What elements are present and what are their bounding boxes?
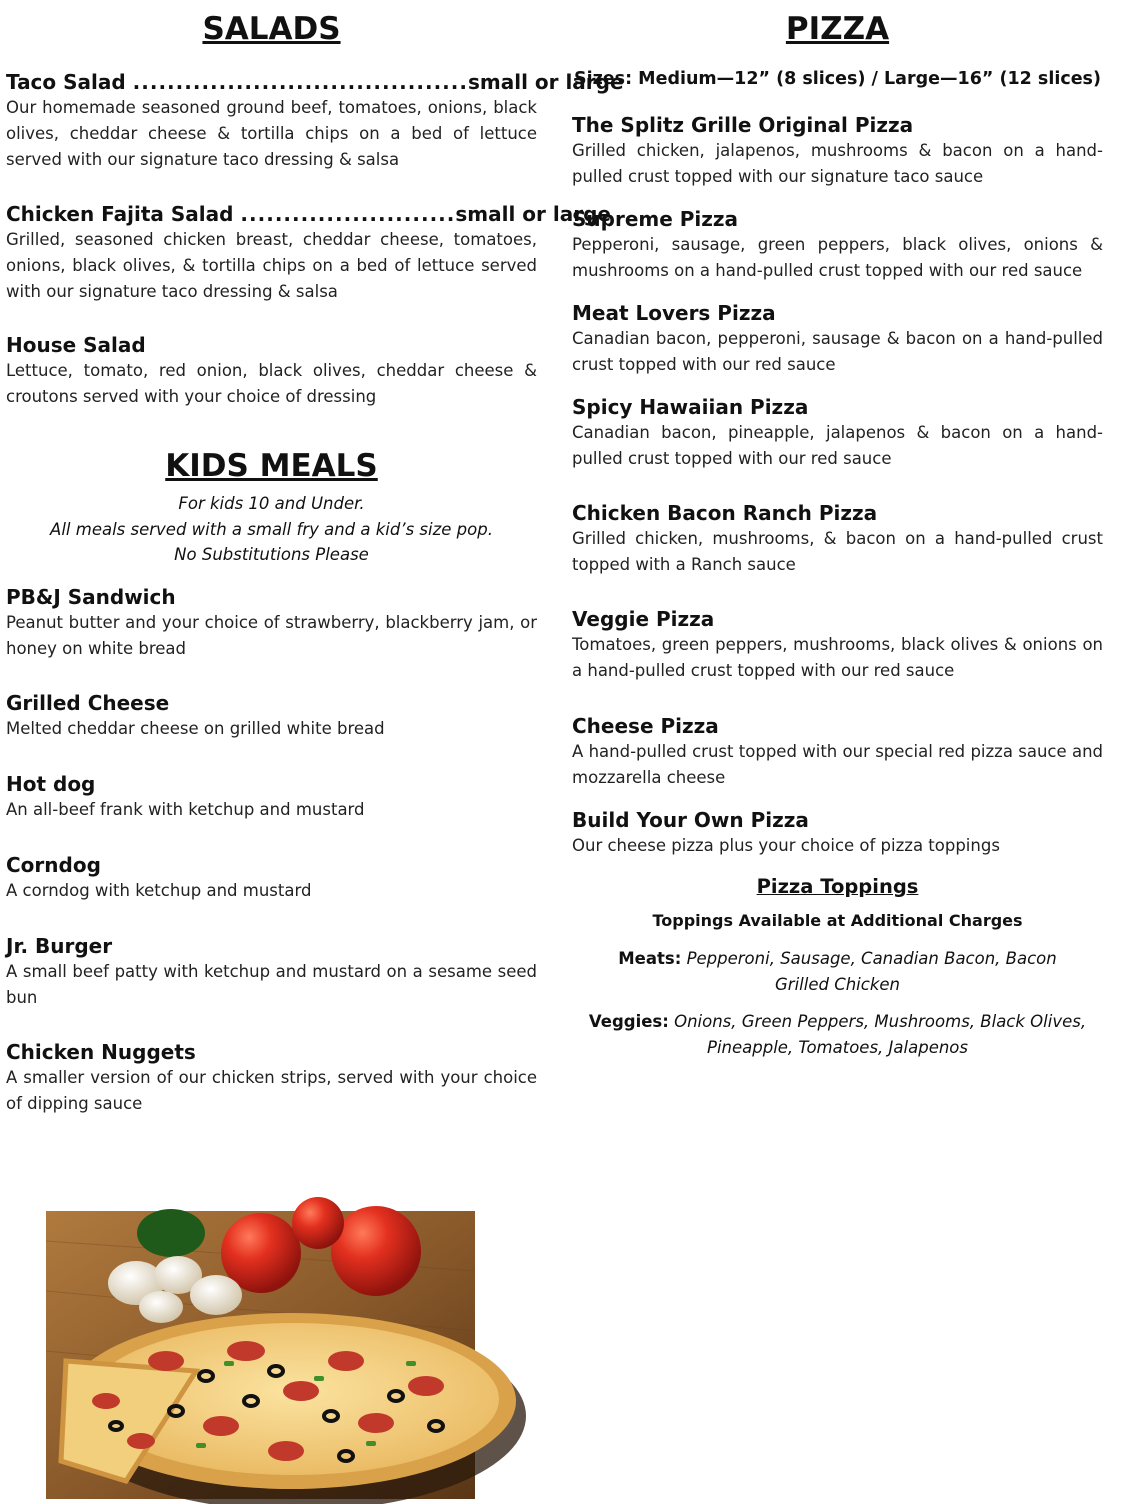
item-name: Jr. Burger [6, 934, 113, 958]
size-option: small or large [455, 202, 611, 226]
item-name: Corndog [6, 853, 101, 877]
item-description: Tomatoes, green peppers, mushrooms, black olives & onions on a hand-pulled crust topped with our red sauce [572, 635, 1103, 680]
menu-item [6, 1039, 537, 1117]
item-name: PB&J Sandwich [6, 585, 176, 609]
meats-list: Grilled Chicken [775, 975, 900, 994]
size-option: small or large [467, 70, 624, 94]
salads-title: SALADS [202, 11, 341, 47]
tomato-icon [292, 1197, 344, 1249]
kids-note: For kids 10 and Under. [178, 494, 365, 513]
item-name: Hot dog [6, 772, 96, 796]
menu-item [572, 206, 1103, 284]
menu-item [6, 584, 537, 662]
meats-list: Pepperoni, Sausage, Canadian Bacon, Bacon [686, 949, 1057, 968]
item-name: Build Your Own Pizza [572, 808, 809, 832]
veggies-label: Veggies: [588, 1012, 669, 1031]
toppings-subtitle: Toppings Available at Additional Charges [652, 911, 1023, 930]
item-description: A small beef patty with ketchup and mustard on a sesame seed bun [6, 962, 537, 1007]
menu-item [572, 394, 1103, 472]
item-description: Grilled chicken, mushrooms, & bacon on a hand-pulled crust topped with a Ranch sauce [572, 529, 1103, 574]
item-description: Our homemade seasoned ground beef, tomatoes, onions, black olives, cheddar cheese & tortilla chips on a bed of lettuce served with our signature taco dressing & salsa [6, 98, 537, 169]
pizza-illustration [46, 1211, 475, 1499]
menu-item [572, 807, 1103, 859]
item-name: Chicken Fajita Salad [6, 202, 234, 226]
menu-item [572, 713, 1103, 791]
veggies-list: Pineapple, Tomatoes, Jalapenos [707, 1038, 968, 1057]
menu-item [572, 112, 1103, 190]
kids-notes [6, 491, 537, 568]
menu-item [6, 690, 537, 742]
menu-item [572, 300, 1103, 378]
item-name: Veggie Pizza [572, 607, 715, 631]
menu-item [6, 332, 537, 410]
leader-dots: ....................................... [132, 70, 468, 94]
item-name: Meat Lovers Pizza [572, 301, 776, 325]
item-name: Cheese Pizza [572, 714, 719, 738]
toppings-meats [572, 946, 1103, 972]
item-description: Grilled chicken, jalapenos, mushrooms & bacon on a hand-pulled crust topped with our signature taco sauce [572, 141, 1103, 186]
toppings-veggies [572, 1009, 1103, 1035]
item-name: Supreme Pizza [572, 207, 739, 231]
pepper-icon [137, 1209, 205, 1257]
item-description: Lettuce, tomato, red onion, black olives, cheddar cheese & croutons served with your choice of dressing [6, 361, 537, 406]
menu-item [6, 201, 611, 305]
meats-label: Meats: [618, 949, 682, 968]
item-name: Spicy Hawaiian Pizza [572, 395, 809, 419]
menu-item [6, 69, 624, 173]
menu-item [572, 500, 1103, 578]
item-name: Taco Salad [6, 70, 126, 94]
item-name: The Splitz Grille Original Pizza [572, 113, 914, 137]
item-name: House Salad [6, 333, 146, 357]
veggies-list: Onions, Green Peppers, Mushrooms, Black Olives, [674, 1012, 1087, 1031]
item-description: Pepperoni, sausage, green peppers, black olives, onions & mushrooms on a hand-pulled crust topped with our red sauce [572, 235, 1103, 280]
kids-meals-title: KIDS MEALS [165, 448, 378, 484]
item-name: Chicken Bacon Ranch Pizza [572, 501, 878, 525]
menu-item [6, 852, 537, 904]
item-description: Canadian bacon, pepperoni, sausage & bacon on a hand-pulled crust topped with our red sauce [572, 329, 1103, 374]
item-description: Our cheese pizza plus your choice of pizza toppings [572, 836, 1000, 855]
item-description: A corndog with ketchup and mustard [6, 881, 312, 900]
pizza-sizes: Sizes: Medium—12” (8 slices) / Large—16” (12 slices) [574, 69, 1101, 89]
pizza-title: PIZZA [785, 11, 890, 47]
item-name: Grilled Cheese [6, 691, 170, 715]
item-description: Grilled, seasoned chicken breast, cheddar cheese, tomatoes, onions, black olives, & tortilla chips on a bed of lettuce served with our signature taco dressing & salsa [6, 230, 537, 301]
item-description: Melted cheddar cheese on grilled white bread [6, 719, 385, 738]
item-description: A hand-pulled crust topped with our special red pizza sauce and mozzarella cheese [572, 742, 1103, 787]
kids-note: No Substitutions Please [174, 545, 369, 564]
kids-note: All meals served with a small fry and a kid’s size pop. [50, 519, 493, 539]
toppings-veggies-cont [572, 1035, 1103, 1061]
menu-item [6, 933, 537, 1011]
toppings-meats-cont [572, 972, 1103, 998]
mushroom-icon [190, 1275, 242, 1315]
mushroom-icon [139, 1291, 183, 1323]
menu-item [572, 606, 1103, 684]
item-description: Canadian bacon, pineapple, jalapenos & bacon on a hand-pulled crust topped with our red sauce [572, 423, 1103, 468]
toppings-title: Pizza Toppings [756, 875, 919, 898]
item-description: A smaller version of our chicken strips, served with your choice of dipping sauce [6, 1068, 537, 1113]
item-name: Chicken Nuggets [6, 1040, 196, 1064]
leader-dots: ......................... [240, 202, 456, 226]
tomato-icon [331, 1206, 421, 1296]
pizza-photo [46, 1211, 475, 1499]
item-description: Peanut butter and your choice of strawberry, blackberry jam, or honey on white bread [6, 613, 537, 658]
item-description: An all-beef frank with ketchup and mustard [6, 800, 365, 819]
menu-item [6, 771, 537, 823]
